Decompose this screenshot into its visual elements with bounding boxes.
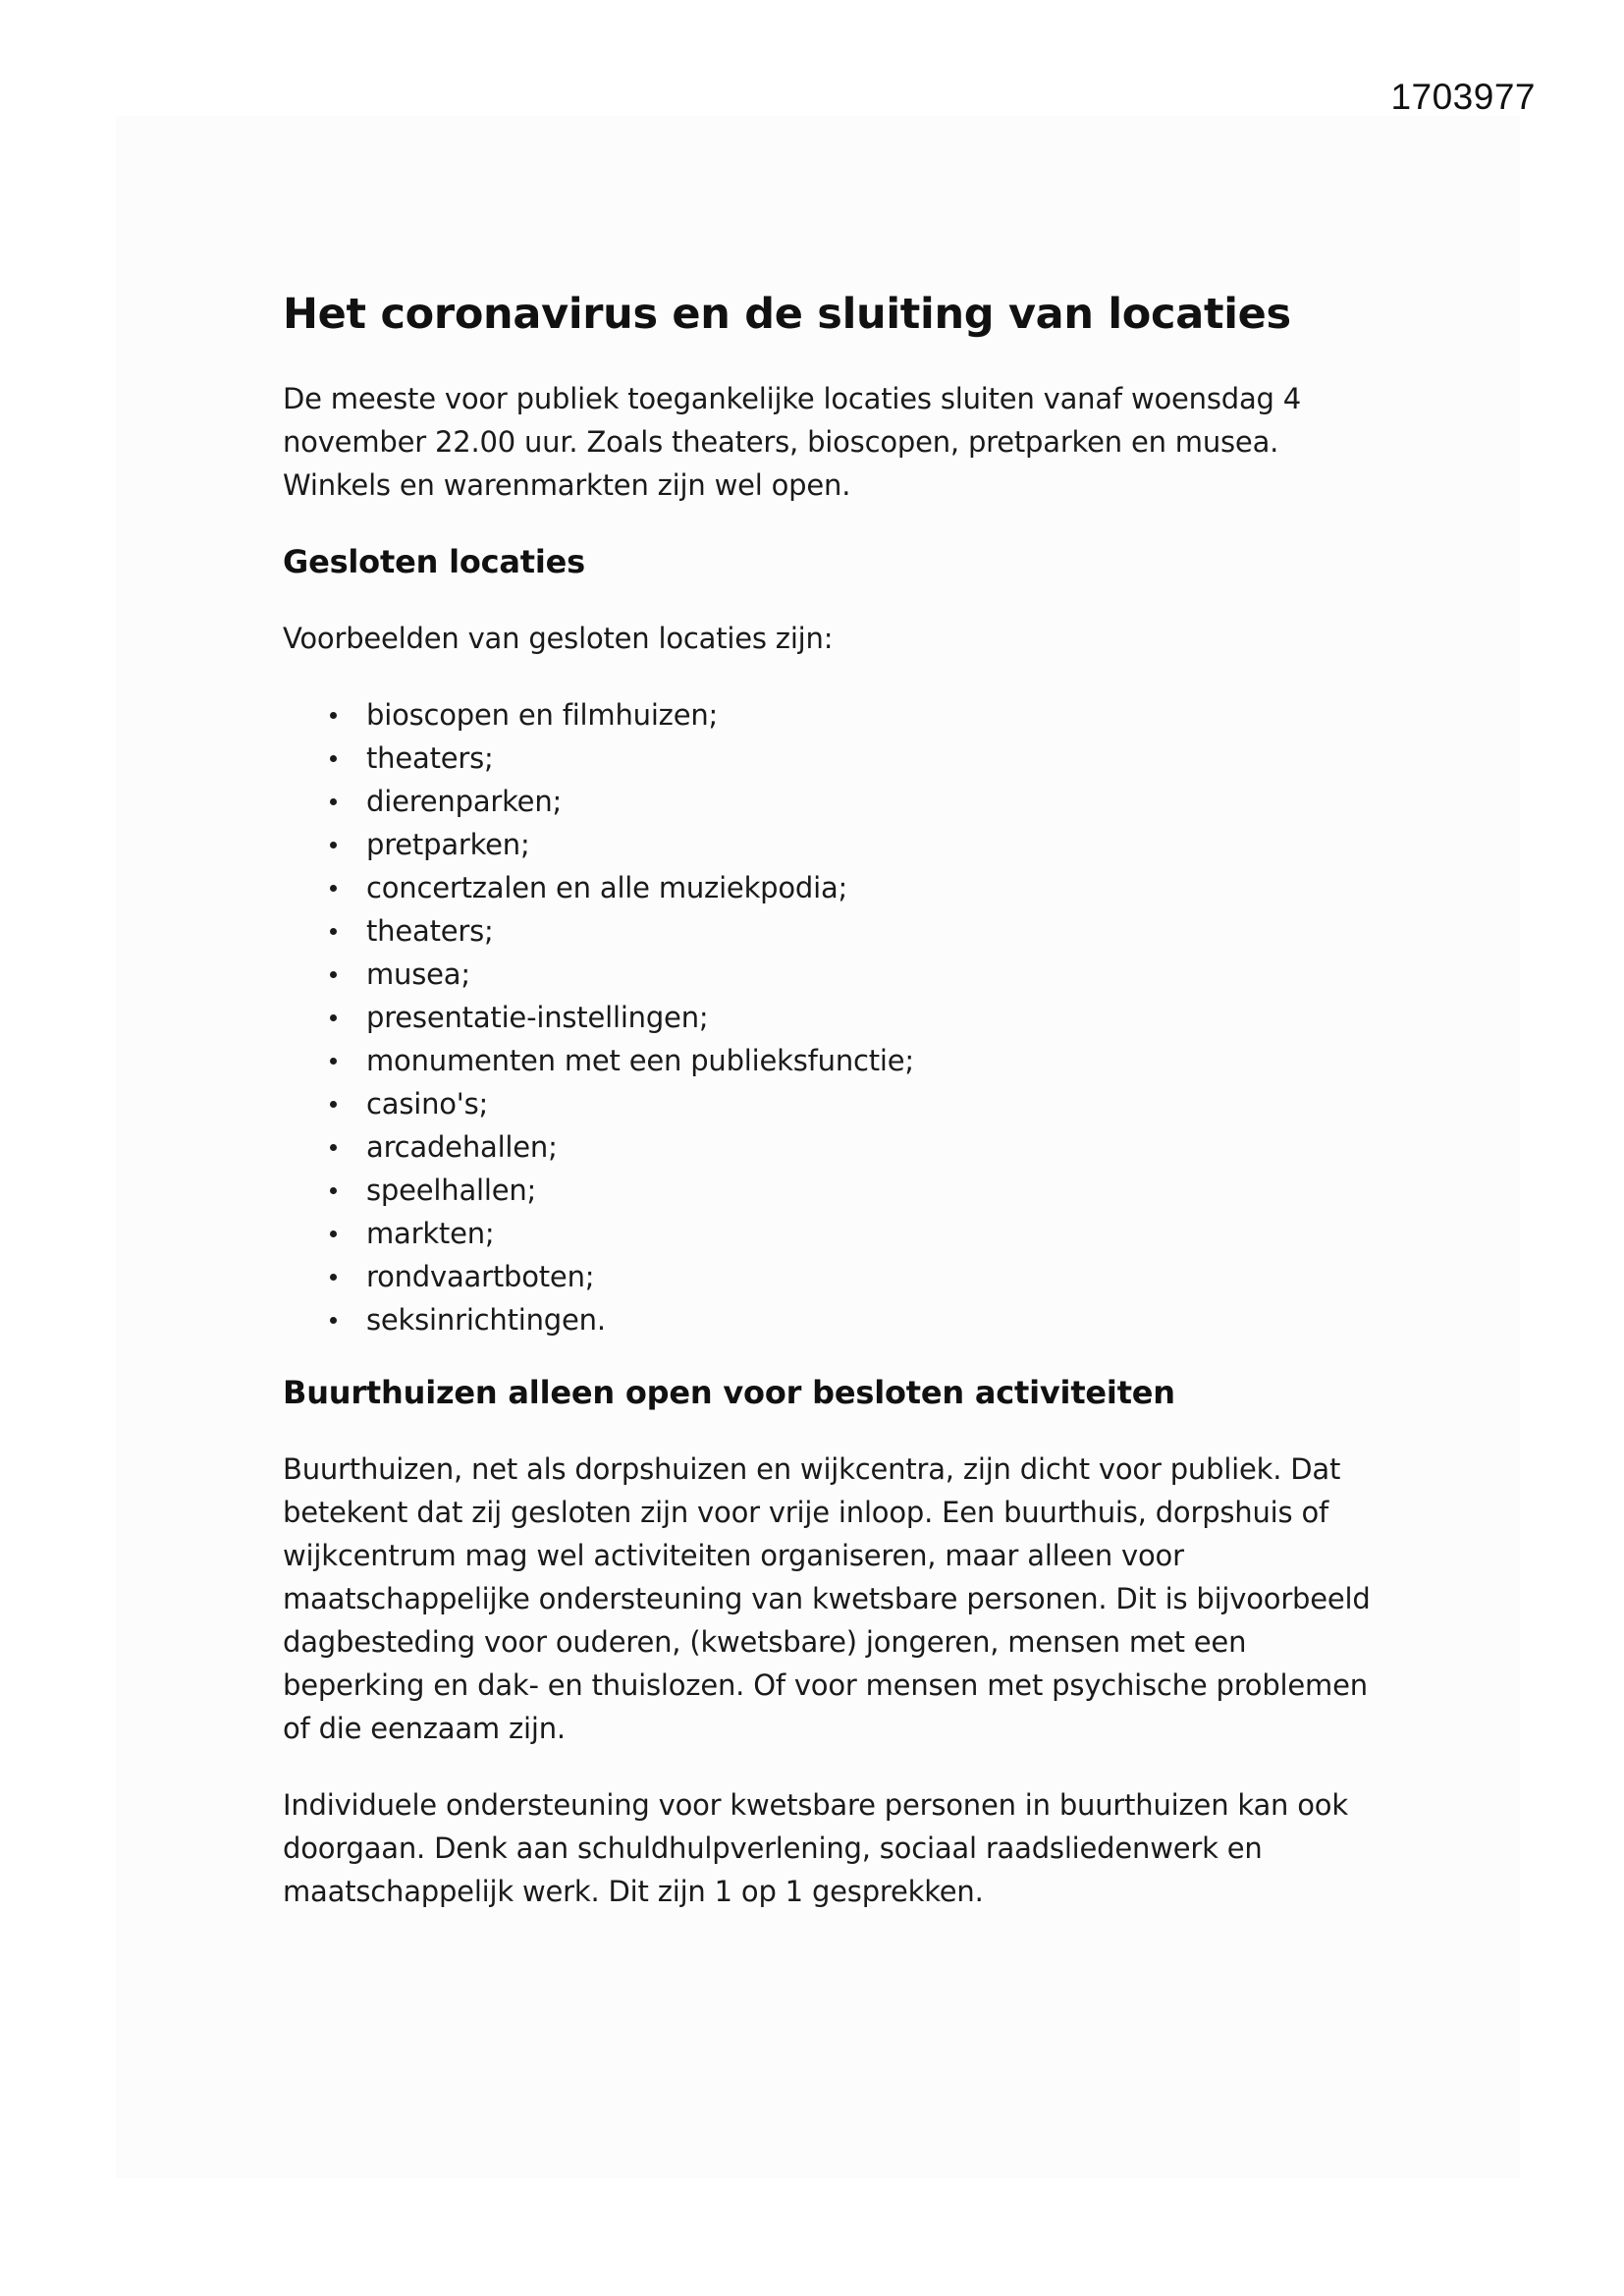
list-item-text: arcadehallen;: [366, 1130, 558, 1164]
list-item: [283, 1298, 1382, 1341]
list-item-text: theaters;: [366, 914, 494, 948]
page-title: Het coronavirus en de sluiting van locaties: [283, 290, 1291, 339]
list-item: [283, 1169, 1382, 1212]
list-item: [283, 1125, 1382, 1169]
document-content: [283, 285, 1382, 1913]
list-item-text: pretparken;: [366, 828, 530, 861]
list-item: [283, 953, 1382, 996]
bullet-icon: [330, 1230, 337, 1237]
list-item: [283, 780, 1382, 823]
list-item-text: markten;: [366, 1217, 495, 1250]
list-item: [283, 737, 1382, 780]
list-item-text: speelhallen;: [366, 1174, 537, 1207]
list-item-text: seksinrichtingen.: [366, 1303, 606, 1337]
list-item-text: musea;: [366, 957, 470, 991]
document-number: 1703977: [1390, 77, 1536, 117]
list-item-text: bioscopen en filmhuizen;: [366, 698, 719, 732]
list-item: [283, 1255, 1382, 1298]
bullet-icon: [330, 1014, 337, 1021]
community-centers-heading: Buurthuizen alleen open voor besloten activiteiten: [283, 1374, 1175, 1411]
bullet-icon: [330, 1101, 337, 1108]
community-paragraph-1: Buurthuizen, net als dorpshuizen en wijkcentra, zijn dicht voor publiek. Dat betekent dat zij gesloten zijn voor vrije inloop. Een buurthuis, dorpshuis of wijkcentrum mag wel activiteiten organiseren, maar alleen voor maatschappelijke ondersteuning van kwetsbare personen. Dit is bijvoorbeeld dagbesteding voor ouderen, (kwetsbare) jongeren, mensen met een beperking en dak- en thuislozen. Of voor mensen met psychische problemen of die eenzaam zijn.: [283, 1452, 1371, 1745]
list-item-text: theaters;: [366, 741, 494, 775]
bullet-icon: [330, 1058, 337, 1065]
bullet-icon: [330, 928, 337, 935]
bullet-icon: [330, 712, 337, 719]
bullet-icon: [330, 1144, 337, 1151]
list-item: [283, 1039, 1382, 1082]
list-item-text: rondvaartboten;: [366, 1260, 595, 1293]
list-item: [283, 1082, 1382, 1125]
list-item: [283, 996, 1382, 1039]
bullet-icon: [330, 885, 337, 892]
list-item-text: monumenten met een publieksfunctie;: [366, 1044, 915, 1077]
bullet-icon: [330, 1187, 337, 1194]
bullet-icon: [330, 971, 337, 978]
list-item: [283, 693, 1382, 737]
closed-locations-heading: Gesloten locaties: [283, 543, 586, 580]
closed-locations-intro: Voorbeelden van gesloten locaties zijn:: [283, 622, 834, 655]
bullet-icon: [330, 1274, 337, 1281]
closed-locations-list: [283, 693, 1382, 1341]
list-item-text: dierenparken;: [366, 785, 563, 818]
list-item: [283, 909, 1382, 953]
list-item-text: casino's;: [366, 1087, 489, 1121]
list-item: [283, 866, 1382, 909]
bullet-icon: [330, 1317, 337, 1324]
bullet-icon: [330, 842, 337, 848]
bullet-icon: [330, 755, 337, 762]
bullet-icon: [330, 798, 337, 805]
community-paragraph-2: Individuele ondersteuning voor kwetsbare personen in buurthuizen kan ook doorgaan. Denk aan schuldhulpverlening, sociaal raadsliedenwerk en maatschappelijk werk. Dit zijn 1 op 1 gesprekken.: [283, 1788, 1348, 1908]
intro-paragraph: De meeste voor publiek toegankelijke locaties sluiten vanaf woensdag 4 november 22.00 uur. Zoals theaters, bioscopen, pretparken en musea. Winkels en warenmarkten zijn wel open.: [283, 382, 1302, 502]
list-item: [283, 823, 1382, 866]
list-item-text: concertzalen en alle muziekpodia;: [366, 871, 848, 904]
list-item: [283, 1212, 1382, 1255]
list-item-text: presentatie-instellingen;: [366, 1001, 709, 1034]
